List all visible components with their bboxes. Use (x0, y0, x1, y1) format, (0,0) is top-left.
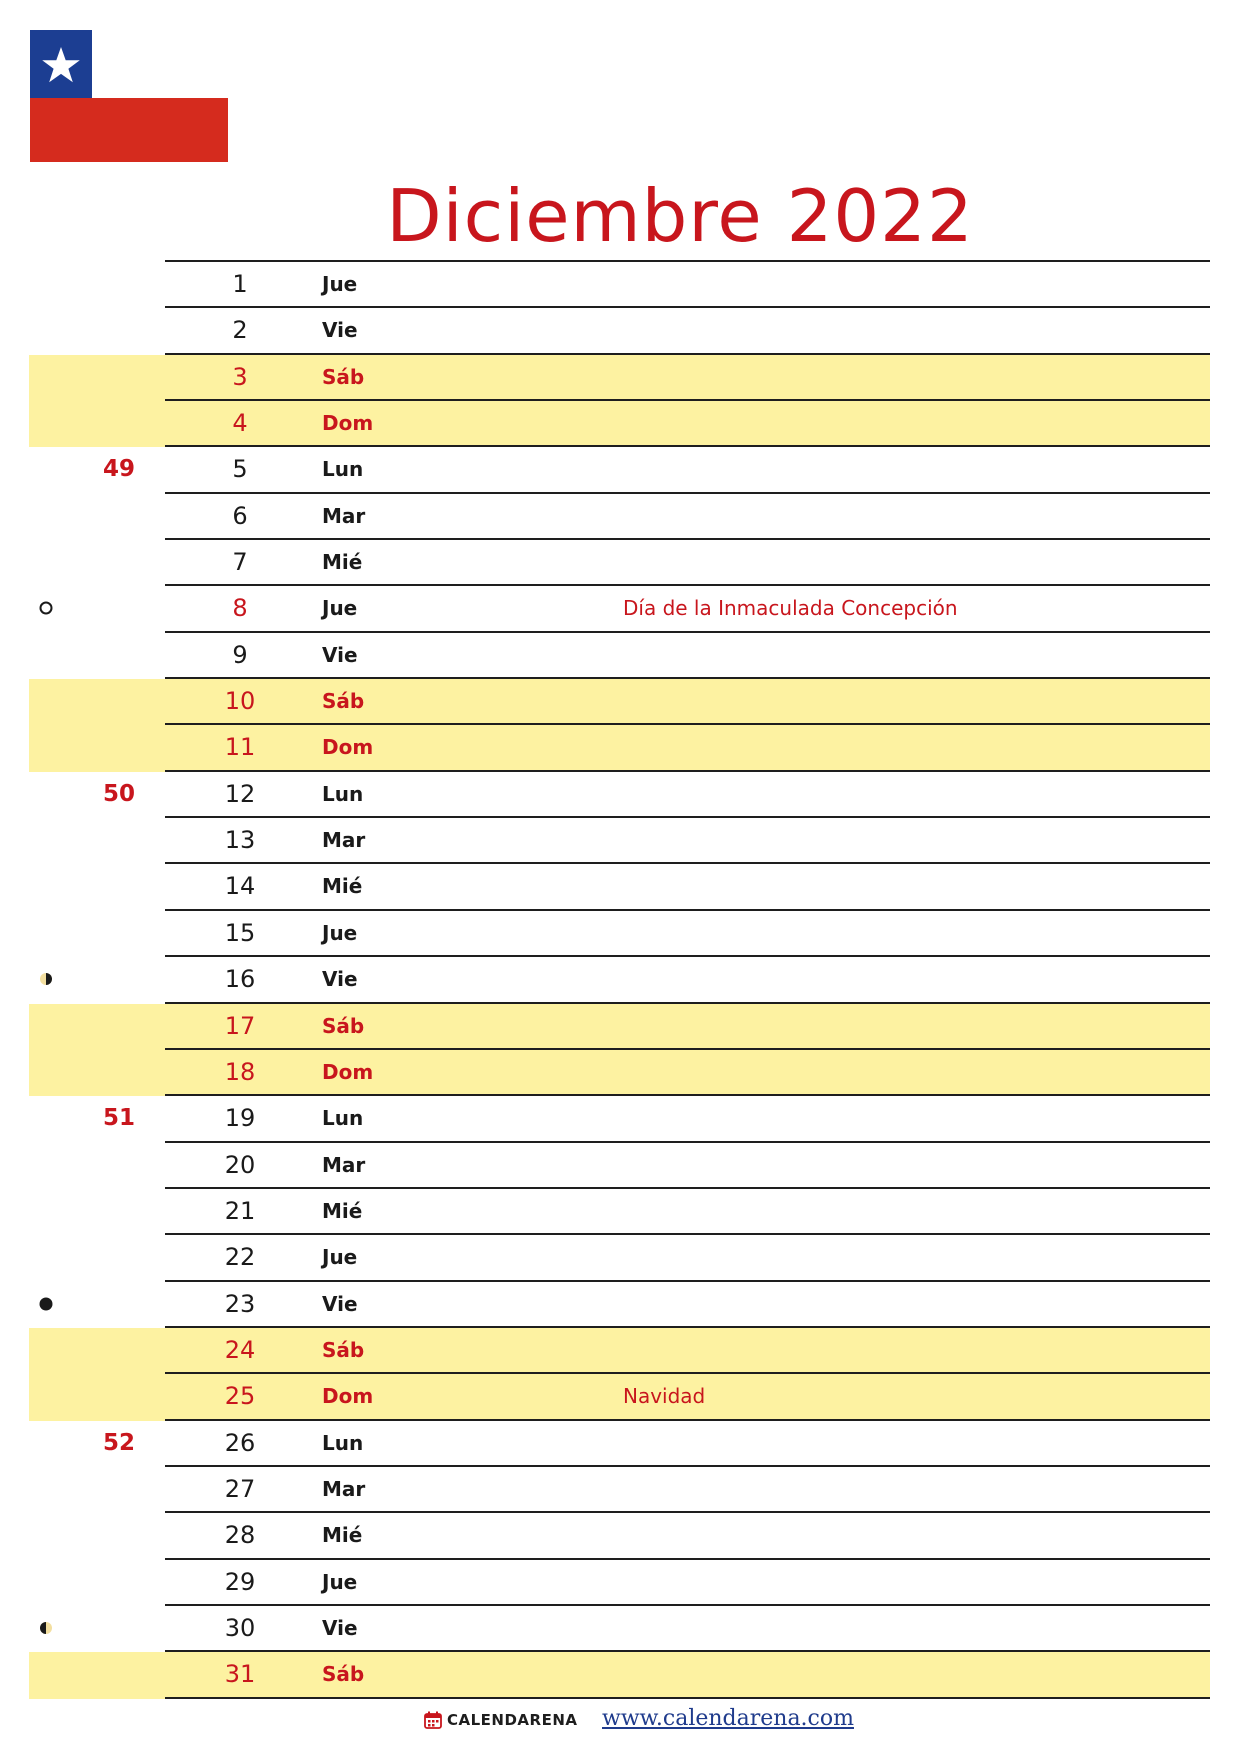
day-number: 29 (224, 1567, 256, 1596)
weekday-label: Vie (322, 967, 358, 992)
holiday-label: Navidad (623, 1384, 706, 1409)
week-number (90, 401, 148, 445)
weekday-label: Lun (322, 1106, 364, 1131)
day-row (0, 633, 1240, 679)
week-number (90, 1282, 148, 1326)
week-number (90, 1560, 148, 1604)
week-number: 50 (102, 780, 135, 807)
weekday-label: Jue (322, 1245, 358, 1270)
week-number (90, 1652, 148, 1696)
weekday-label: Dom (322, 1059, 374, 1084)
holiday-label (623, 1606, 1183, 1650)
week-number (90, 355, 148, 399)
day-row (0, 401, 1240, 447)
day-number: 23 (224, 1289, 256, 1318)
holiday-label (623, 1560, 1183, 1604)
weekday-label: Jue (322, 596, 358, 621)
holiday-label (623, 494, 1183, 538)
week-number (90, 725, 148, 769)
week-number (90, 1328, 148, 1372)
holiday-label (623, 772, 1183, 816)
day-number: 5 (232, 455, 248, 484)
week-number (90, 262, 148, 306)
day-number: 14 (224, 872, 256, 901)
chile-flag-icon (30, 30, 228, 162)
week-number: 51 (102, 1105, 135, 1132)
day-number: 2 (232, 316, 248, 345)
weekday-label: Mar (322, 1476, 366, 1501)
week-number (90, 308, 148, 352)
week-number (90, 679, 148, 723)
holiday-label (623, 1096, 1183, 1140)
weekday-label: Sáb (322, 364, 365, 389)
holiday-label (623, 1189, 1183, 1233)
weekday-label: Lun (322, 457, 364, 482)
day-row (0, 1513, 1240, 1559)
day-number: 20 (224, 1150, 256, 1179)
row-divider (165, 1697, 1210, 1699)
week-number: 52 (102, 1429, 135, 1456)
day-number: 9 (232, 640, 248, 669)
holiday-label (623, 1328, 1183, 1372)
flag-red-stripe (30, 98, 228, 162)
day-number: 21 (224, 1196, 256, 1225)
day-row (0, 864, 1240, 910)
holiday-label (623, 308, 1183, 352)
holiday-label (623, 911, 1183, 955)
weekday-label: Mar (322, 503, 366, 528)
day-number: 12 (224, 779, 256, 808)
week-number (90, 911, 148, 955)
weekday-label: Sáb (322, 689, 365, 714)
weekday-label: Vie (322, 642, 358, 667)
weekday-label: Dom (322, 1384, 374, 1409)
holiday-label (623, 1652, 1183, 1696)
holiday-label (623, 401, 1183, 445)
footer-brand (424, 1706, 578, 1734)
day-row (0, 818, 1240, 864)
page-title: Diciembre 2022 (386, 174, 974, 258)
weekday-label: Sáb (322, 1337, 365, 1362)
day-number: 4 (232, 409, 248, 438)
day-number: 28 (224, 1521, 256, 1550)
footer-website-link[interactable]: www.calendarena.com (602, 1706, 854, 1731)
day-number: 11 (224, 733, 256, 762)
weekday-label: Vie (322, 1291, 358, 1316)
day-list (0, 262, 1240, 1699)
day-number: 8 (232, 594, 248, 623)
day-number: 22 (224, 1243, 256, 1272)
day-row (0, 957, 1240, 1003)
day-row (0, 447, 1240, 493)
day-row (0, 1004, 1240, 1050)
week-number (90, 957, 148, 1001)
holiday-label (623, 633, 1183, 677)
day-number: 7 (232, 548, 248, 577)
week-number (90, 586, 148, 630)
week-number (90, 633, 148, 677)
new-moon-icon (38, 1296, 54, 1312)
day-row (0, 308, 1240, 354)
week-number (90, 494, 148, 538)
day-row (0, 1328, 1240, 1374)
day-number: 31 (224, 1660, 256, 1689)
day-row (0, 1282, 1240, 1328)
weekday-label: Vie (322, 318, 358, 343)
holiday-label (623, 679, 1183, 723)
day-row (0, 679, 1240, 725)
weekday-label: Mar (322, 1152, 366, 1177)
day-row (0, 494, 1240, 540)
day-row (0, 772, 1240, 818)
weekday-label: Dom (322, 735, 374, 760)
holiday-label (623, 1050, 1183, 1094)
day-row (0, 1560, 1240, 1606)
week-number (90, 1374, 148, 1418)
weekday-label: Lun (322, 1430, 364, 1455)
weekday-label: Mié (322, 874, 363, 899)
day-number: 24 (224, 1335, 256, 1364)
day-number: 6 (232, 501, 248, 530)
day-row (0, 1606, 1240, 1652)
day-number: 13 (224, 826, 256, 855)
star-icon (41, 45, 81, 85)
day-row (0, 1652, 1240, 1698)
day-row (0, 1421, 1240, 1467)
day-row (0, 355, 1240, 401)
holiday-label (623, 864, 1183, 908)
day-number: 1 (232, 270, 248, 298)
day-row (0, 911, 1240, 957)
day-number: 18 (224, 1057, 256, 1086)
holiday-label (623, 540, 1183, 584)
flag-blue-canton (30, 30, 92, 98)
day-row (0, 586, 1240, 632)
week-number (90, 1606, 148, 1650)
day-row (0, 1467, 1240, 1513)
week-number: 49 (102, 456, 135, 483)
weekday-label: Jue (322, 920, 358, 945)
week-number (90, 864, 148, 908)
weekday-label: Mié (322, 1198, 363, 1223)
day-number: 26 (224, 1428, 256, 1457)
day-row (0, 1050, 1240, 1096)
weekday-label: Sáb (322, 1013, 365, 1038)
day-row (0, 725, 1240, 771)
weekday-label: Sáb (322, 1662, 365, 1687)
day-row (0, 1235, 1240, 1281)
day-number: 17 (224, 1011, 256, 1040)
week-number (90, 540, 148, 584)
day-row (0, 1374, 1240, 1420)
day-number: 19 (224, 1104, 256, 1133)
day-number: 15 (224, 918, 256, 947)
day-row (0, 262, 1240, 308)
holiday-label (623, 818, 1183, 862)
holiday-label (623, 355, 1183, 399)
week-number (90, 1050, 148, 1094)
full-moon-icon (38, 600, 54, 616)
week-number (90, 1513, 148, 1557)
first-quarter-moon-icon (38, 1620, 54, 1636)
holiday-label (623, 447, 1183, 491)
weekday-label: Dom (322, 411, 374, 436)
holiday-label: Día de la Inmaculada Concepción (623, 596, 958, 621)
week-number (90, 1467, 148, 1511)
holiday-label (623, 1467, 1183, 1511)
day-row (0, 1143, 1240, 1189)
weekday-label: Vie (322, 1615, 358, 1640)
holiday-label (623, 1282, 1183, 1326)
holiday-label (623, 262, 1183, 306)
day-row (0, 540, 1240, 586)
week-number (90, 818, 148, 862)
day-number: 3 (232, 362, 248, 391)
holiday-label (623, 957, 1183, 1001)
day-number: 30 (224, 1613, 256, 1642)
week-number (90, 1189, 148, 1233)
week-number (90, 1235, 148, 1279)
holiday-label (623, 1143, 1183, 1187)
day-number: 16 (224, 965, 256, 994)
footer-brand-name: CALENDARENA (447, 1711, 578, 1729)
weekday-label: Lun (322, 781, 364, 806)
week-number (90, 1004, 148, 1048)
week-number (90, 1143, 148, 1187)
holiday-label (623, 1004, 1183, 1048)
holiday-label (623, 1235, 1183, 1279)
flag-white-stripe (92, 30, 228, 98)
weekday-label: Mar (322, 828, 366, 853)
day-number: 27 (224, 1474, 256, 1503)
day-number: 25 (224, 1382, 256, 1411)
holiday-label (623, 725, 1183, 769)
calendar-icon (424, 1711, 442, 1729)
last-quarter-moon-icon (38, 971, 54, 987)
weekday-label: Mié (322, 550, 363, 575)
day-row (0, 1189, 1240, 1235)
day-row (0, 1096, 1240, 1142)
weekday-label: Mié (322, 1523, 363, 1548)
weekday-label: Jue (322, 1569, 358, 1594)
weekday-label: Jue (322, 272, 358, 296)
holiday-label (623, 1421, 1183, 1465)
holiday-label (623, 1513, 1183, 1557)
day-number: 10 (224, 687, 256, 716)
